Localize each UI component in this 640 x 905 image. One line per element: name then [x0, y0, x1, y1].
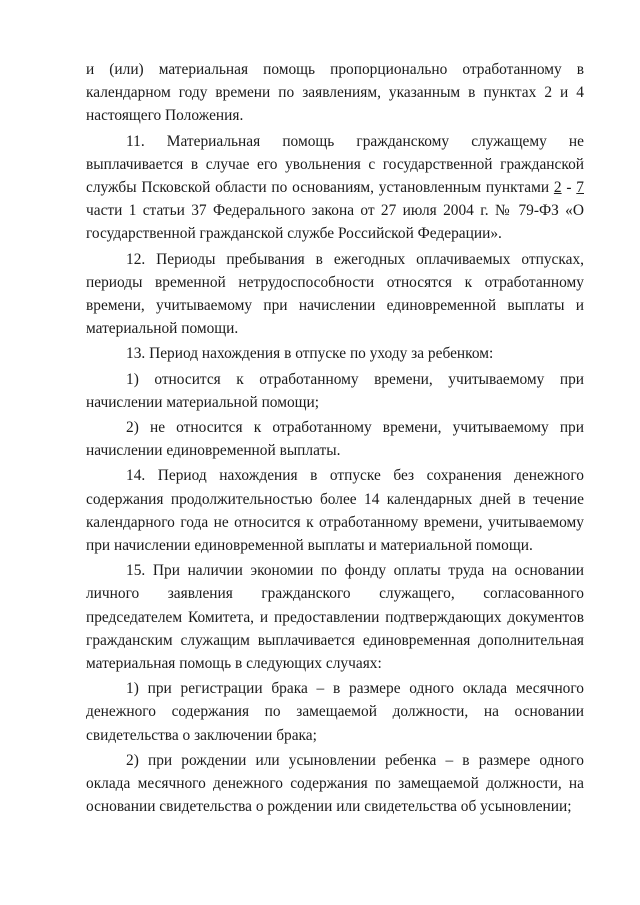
- paragraph-15-item-1: 1) при регистрации брака – в размере одного оклада месячного денежного содержания по замещаемой должности, на основании свидетельства о заключении брака;: [86, 680, 584, 744]
- paragraph-15: 15. При наличии экономии по фонду оплаты труда на основании личного заявления гражданского служащего, согласованного председателем Комитета, и предоставлении подтверждающих документов гражданским служащим выплачивается единовременная дополнительная материальная помощь в следующих случаях:: [86, 562, 584, 673]
- paragraph-11: [86, 130, 584, 246]
- link-point-7[interactable]: 7: [576, 179, 584, 197]
- link-point-2[interactable]: 2: [553, 179, 562, 197]
- paragraph-14: 14. Период нахождения в отпуске без сохранения денежного содержания продолжительностью более 14 календарных дней в течение календарного года не относится к отработанному времени, учитываемому при начислении единовременной выплаты и материальной помощи.: [86, 467, 584, 555]
- paragraph-11-text-b: части 1 статьи 37 Федерального закона от 27 июля 2004 г. № 79-ФЗ «О государственной гражданской службе Российской Федерации».: [86, 202, 584, 243]
- paragraph-15-item-2: 2) при рождении или усыновлении ребенка – в размере одного оклада месячного денежного содержания по замещаемой должности, на основании свидетельства о рождении или свидетельства об усыновлении;: [86, 751, 584, 816]
- paragraph-13-item-1: 1) относится к отработанному времени, учитываемому при начислении материальной помощи;: [86, 370, 584, 411]
- paragraph-12: 12. Периоды пребывания в ежегодных оплачиваемых отпусках, периоды временной нетрудоспособности относятся к отработанному времени, учитываемому при начислении единовременной выплаты и материальной помощи.: [86, 250, 584, 338]
- paragraph-11-dash: -: [561, 179, 577, 197]
- paragraph-13: 13. Период нахождения в отпуске по уходу за ребенком:: [126, 345, 494, 363]
- paragraph-11-text-a: 11. Материальная помощь гражданскому служащему не выплачивается в случае его увольнения с государственной гражданской службы Псковской области по основаниям, установленным пунктами: [86, 132, 584, 197]
- paragraph-13-item-2: 2) не относится к отработанному времени, учитываемому при начислении единовременной выплаты.: [86, 419, 584, 460]
- paragraph-continuation: и (или) материальная помощь пропорционально отработанному в календарном году времени по заявлениям, указанным в пунктах 2 и 4 настоящего Положения.: [86, 61, 584, 125]
